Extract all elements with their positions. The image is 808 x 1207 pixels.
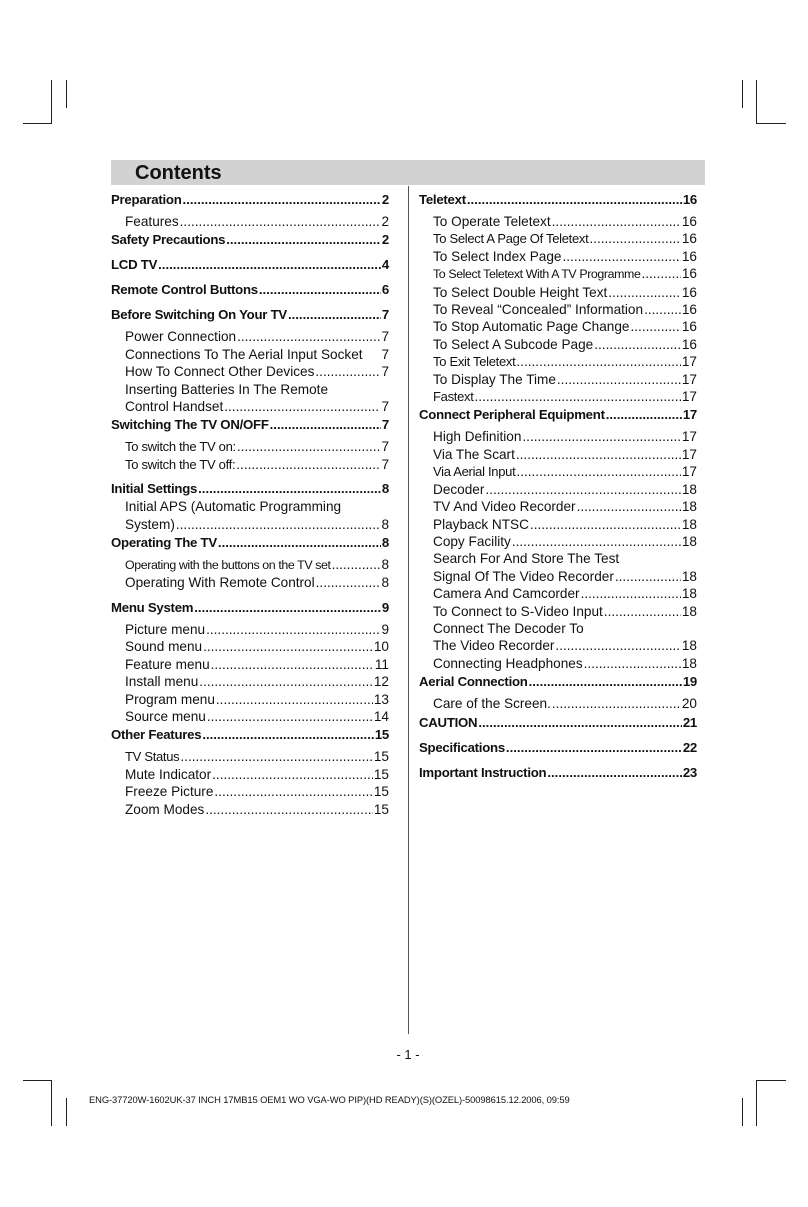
dot-leader bbox=[530, 516, 681, 533]
dot-leader bbox=[205, 801, 373, 818]
dot-leader bbox=[199, 673, 373, 690]
toc-entry-title: Specifications bbox=[419, 739, 505, 755]
toc-entry[interactable] bbox=[419, 603, 697, 620]
toc-entry-title: To switch the TV off: bbox=[125, 456, 236, 472]
dot-leader bbox=[198, 480, 381, 498]
toc-entry-title: Remote Control Buttons bbox=[111, 282, 258, 298]
dot-leader bbox=[226, 231, 381, 249]
dot-leader bbox=[552, 213, 681, 230]
toc-entry-title: Via Aerial Input bbox=[433, 464, 516, 480]
toc-page-number: 15 bbox=[373, 801, 389, 817]
dot-leader bbox=[332, 556, 381, 573]
toc-entry-title: Care of the Screen. bbox=[433, 696, 551, 712]
dot-leader bbox=[631, 318, 681, 335]
dot-leader bbox=[237, 438, 381, 455]
toc-entry-title: Teletext bbox=[419, 192, 466, 207]
toc-entry-title: To Stop Automatic Page Change bbox=[433, 319, 630, 335]
toc-left-column bbox=[111, 191, 389, 818]
toc-entry[interactable] bbox=[111, 213, 389, 230]
toc-entry[interactable] bbox=[111, 783, 389, 800]
toc-page-number: 14 bbox=[373, 708, 389, 724]
toc-entry-title: To Select A Page Of Teletext bbox=[433, 231, 589, 247]
toc-entry[interactable] bbox=[419, 213, 697, 230]
toc-page-number: 16 bbox=[682, 192, 697, 207]
dot-leader bbox=[608, 284, 681, 301]
toc-page-number: 18 bbox=[681, 568, 697, 584]
toc-entry[interactable] bbox=[111, 766, 389, 783]
toc-entry[interactable] bbox=[419, 336, 697, 353]
toc-entry[interactable] bbox=[419, 428, 697, 445]
toc-entry[interactable] bbox=[419, 637, 697, 654]
toc-page-number: 7 bbox=[381, 307, 389, 323]
toc-section[interactable] bbox=[419, 714, 697, 732]
toc-page-number: 15 bbox=[373, 749, 389, 765]
toc-page-number: 16 bbox=[681, 214, 697, 229]
toc-entry-title: Aerial Connection bbox=[419, 674, 528, 690]
dot-leader bbox=[516, 446, 681, 463]
toc-entry-continued: Search For And Store The Test bbox=[433, 551, 620, 567]
toc-page-number: 18 bbox=[681, 481, 697, 497]
toc-entry[interactable] bbox=[419, 248, 697, 265]
toc-entry[interactable] bbox=[111, 801, 389, 818]
crop-mark bbox=[23, 123, 51, 124]
dot-leader bbox=[180, 213, 381, 230]
dot-leader bbox=[581, 585, 681, 602]
toc-entry-title: Decoder bbox=[433, 481, 485, 497]
toc-entry[interactable] bbox=[111, 621, 389, 638]
dot-leader bbox=[478, 714, 682, 732]
toc-entry[interactable] bbox=[419, 284, 697, 301]
dot-leader bbox=[158, 256, 381, 274]
toc-entry-title: System) bbox=[125, 516, 175, 532]
crop-mark bbox=[23, 1080, 51, 1081]
toc-entry[interactable] bbox=[111, 456, 389, 473]
toc-entry-title: Features bbox=[125, 214, 179, 229]
toc-entry-title: To switch the TV on: bbox=[125, 439, 236, 455]
toc-entry-title: To Exit Teletext bbox=[433, 354, 516, 370]
toc-entry-title: To Select Double Height Text bbox=[433, 284, 608, 300]
toc-entry-title: Picture menu bbox=[125, 621, 206, 637]
page-title: Contents bbox=[135, 162, 222, 184]
dot-leader bbox=[207, 708, 373, 725]
toc-entry-title: To Operate Teletext bbox=[433, 214, 551, 229]
dot-leader bbox=[218, 534, 381, 552]
crop-mark bbox=[756, 80, 757, 124]
toc-entry-title: Operating The TV bbox=[111, 535, 217, 551]
toc-entry-title: Power Connection bbox=[125, 329, 237, 345]
toc-section[interactable] bbox=[419, 764, 697, 782]
dot-leader bbox=[522, 428, 680, 445]
toc-entry[interactable] bbox=[111, 574, 389, 591]
toc-entry-title: Source menu bbox=[125, 708, 206, 724]
toc-page-number: 19 bbox=[682, 674, 697, 690]
dot-leader bbox=[512, 533, 681, 550]
toc-section[interactable] bbox=[111, 256, 389, 274]
toc-entry-title: Install menu bbox=[125, 674, 199, 690]
dot-leader bbox=[516, 463, 680, 480]
toc-section[interactable] bbox=[111, 726, 389, 744]
toc-page-number: 8 bbox=[381, 481, 389, 497]
toc-entry[interactable] bbox=[111, 708, 389, 725]
toc-entry[interactable] bbox=[111, 438, 389, 455]
dot-leader bbox=[203, 638, 373, 655]
toc-entry-title: Mute Indicator bbox=[125, 766, 212, 782]
toc-entry-title: The Video Recorder bbox=[433, 638, 555, 654]
toc-page-number: 8 bbox=[381, 535, 389, 551]
toc-page-number: 18 bbox=[681, 603, 697, 619]
column-divider bbox=[408, 186, 409, 1034]
crop-mark bbox=[66, 1098, 67, 1126]
toc-page-number: 16 bbox=[681, 302, 697, 318]
toc-entry-title: Preparation bbox=[111, 192, 182, 207]
toc-page-number: 15 bbox=[373, 784, 389, 800]
crop-mark bbox=[756, 1080, 786, 1081]
toc-page-number: 7 bbox=[381, 364, 389, 380]
toc-entry[interactable] bbox=[419, 301, 697, 318]
toc-entry[interactable] bbox=[419, 568, 697, 585]
toc-page-number: 17 bbox=[681, 464, 697, 480]
dot-leader bbox=[211, 656, 374, 673]
toc-page-number: 18 bbox=[681, 516, 697, 532]
toc-entry-title: Operating with the buttons on the TV set bbox=[125, 558, 331, 573]
toc-entry[interactable] bbox=[419, 585, 697, 602]
toc-entry[interactable] bbox=[419, 230, 697, 247]
dot-leader bbox=[589, 230, 680, 247]
dot-leader bbox=[180, 748, 372, 765]
dot-leader bbox=[594, 336, 681, 353]
dot-leader bbox=[641, 265, 680, 282]
toc-page-number: 7 bbox=[381, 439, 389, 455]
dot-leader bbox=[316, 574, 381, 591]
toc-entry-continued: Inserting Batteries In The Remote bbox=[125, 381, 329, 397]
toc-section[interactable] bbox=[111, 281, 389, 299]
toc-entry[interactable] bbox=[419, 498, 697, 515]
toc-page-number: 16 bbox=[681, 266, 697, 282]
toc-entry[interactable] bbox=[419, 388, 697, 405]
toc-page-number: 10 bbox=[373, 639, 389, 655]
toc-page-number: 2 bbox=[381, 192, 389, 207]
dot-leader bbox=[485, 481, 680, 498]
toc-section[interactable] bbox=[111, 306, 389, 324]
toc-page-number: 17 bbox=[681, 429, 697, 445]
toc-page-number: 23 bbox=[682, 764, 697, 780]
dot-leader bbox=[475, 388, 681, 405]
toc-entry-title: Copy Facility bbox=[433, 533, 511, 549]
toc-page-number: 17 bbox=[682, 407, 697, 423]
toc-page-number: 9 bbox=[381, 599, 389, 615]
toc-section[interactable] bbox=[111, 231, 389, 249]
toc-page-number: 16 bbox=[681, 336, 697, 352]
toc-entry[interactable] bbox=[111, 363, 389, 380]
contents-title-bar bbox=[111, 160, 705, 185]
crop-mark bbox=[756, 1080, 757, 1126]
toc-entry-title: High Definition bbox=[433, 429, 522, 445]
toc-page-number: 2 bbox=[381, 214, 389, 229]
toc-entry-continued: Initial APS (Automatic Programming bbox=[125, 499, 342, 515]
toc-page-number: 2 bbox=[381, 232, 389, 248]
toc-entry[interactable] bbox=[111, 691, 389, 708]
toc-page-number: 18 bbox=[681, 638, 697, 654]
toc-section[interactable] bbox=[419, 739, 697, 757]
dot-leader bbox=[555, 637, 680, 654]
dot-leader bbox=[288, 306, 381, 324]
toc-section[interactable] bbox=[111, 534, 389, 552]
toc-entry[interactable] bbox=[419, 446, 697, 463]
dot-leader bbox=[259, 281, 381, 299]
toc-page-number: 17 bbox=[681, 371, 697, 387]
dot-leader bbox=[604, 603, 681, 620]
toc-page-number: 7 bbox=[381, 346, 389, 362]
toc-page-number: 17 bbox=[681, 389, 697, 405]
dot-leader bbox=[467, 191, 682, 209]
toc-entry[interactable] bbox=[111, 556, 389, 574]
toc-entry-title: Connecting Headphones bbox=[433, 655, 583, 671]
toc-page-number: 6 bbox=[381, 282, 389, 298]
toc-page-number: 7 bbox=[381, 456, 389, 472]
toc-entry[interactable] bbox=[111, 328, 389, 345]
toc-entry-title: Connections To The Aerial Input Socket bbox=[125, 346, 363, 362]
toc-entry-title: Switching The TV ON/OFF bbox=[111, 417, 269, 433]
toc-entry-title: To Select A Subcode Page bbox=[433, 336, 594, 352]
toc-entry-title: How To Connect Other Devices bbox=[125, 364, 315, 380]
crop-mark bbox=[742, 80, 743, 108]
toc-entry[interactable] bbox=[111, 638, 389, 655]
dot-leader bbox=[644, 301, 681, 318]
toc-entry-title: Before Switching On Your TV bbox=[111, 307, 287, 323]
toc-entry[interactable] bbox=[419, 655, 697, 672]
page-number: - 1 - bbox=[396, 1047, 420, 1062]
crop-mark bbox=[51, 80, 52, 124]
dot-leader bbox=[506, 739, 682, 757]
toc-entry[interactable] bbox=[111, 673, 389, 690]
dot-leader bbox=[206, 621, 380, 638]
toc-entry-continued: Connect The Decoder To bbox=[433, 620, 584, 636]
dot-leader bbox=[584, 655, 681, 672]
dot-leader bbox=[606, 406, 682, 424]
toc-page-number: 18 bbox=[681, 499, 697, 515]
toc-page-number: 8 bbox=[381, 575, 389, 591]
toc-entry[interactable] bbox=[419, 265, 697, 283]
dot-leader bbox=[202, 726, 374, 744]
toc-entry-title: Fastext bbox=[433, 389, 474, 405]
toc-page-number: 16 bbox=[681, 231, 697, 247]
toc-entry-title: To Display The Time bbox=[433, 371, 556, 387]
toc-page-number: 16 bbox=[681, 319, 697, 335]
toc-entry-title: Camera And Camcorder bbox=[433, 586, 580, 602]
toc-section[interactable] bbox=[111, 416, 389, 434]
toc-entry-title: LCD TV bbox=[111, 257, 158, 273]
toc-page-number: 22 bbox=[682, 739, 697, 755]
toc-right-column bbox=[419, 191, 697, 782]
dot-leader bbox=[547, 764, 681, 782]
toc-entry[interactable] bbox=[419, 463, 697, 480]
toc-entry[interactable] bbox=[419, 481, 697, 498]
toc-entry-title: Operating With Remote Control bbox=[125, 575, 315, 591]
toc-entry-title: Via The Scart bbox=[433, 446, 515, 462]
dot-leader bbox=[194, 599, 381, 617]
dot-leader bbox=[315, 363, 380, 380]
toc-entry-title: To Connect to S-Video Input bbox=[433, 603, 603, 619]
dot-leader bbox=[577, 498, 681, 515]
dot-leader bbox=[552, 695, 681, 712]
dot-leader bbox=[557, 371, 681, 388]
toc-entry-title: To Select Index Page bbox=[433, 248, 562, 264]
toc-page-number: 7 bbox=[381, 399, 389, 415]
crop-mark bbox=[742, 1098, 743, 1126]
dot-leader bbox=[183, 191, 381, 209]
toc-entry[interactable] bbox=[111, 656, 389, 673]
toc-page-number: 8 bbox=[381, 516, 389, 532]
toc-entry-title: Connect Peripheral Equipment bbox=[419, 407, 605, 423]
crop-mark bbox=[51, 1080, 52, 1126]
toc-entry-title: To Reveal “Concealed” Information bbox=[433, 302, 644, 318]
toc-page-number: 17 bbox=[681, 354, 697, 370]
toc-entry-title: Sound menu bbox=[125, 639, 203, 655]
toc-section[interactable] bbox=[111, 599, 389, 617]
toc-page-number: 21 bbox=[682, 714, 697, 730]
toc-section[interactable] bbox=[111, 480, 389, 498]
toc-entry-title: Program menu bbox=[125, 691, 215, 707]
toc-page-number: 9 bbox=[381, 621, 389, 637]
toc-entry-title: Signal Of The Video Recorder bbox=[433, 568, 614, 584]
dot-leader bbox=[516, 353, 680, 370]
toc-entry-title: Feature menu bbox=[125, 656, 210, 672]
toc-page-number: 16 bbox=[681, 248, 697, 264]
dot-leader bbox=[224, 398, 380, 415]
toc-entry-title: Zoom Modes bbox=[125, 801, 205, 817]
toc-page-number: 18 bbox=[681, 655, 697, 671]
toc-section[interactable] bbox=[419, 673, 697, 691]
toc-entry[interactable] bbox=[419, 353, 697, 370]
toc-page-number: 18 bbox=[681, 586, 697, 602]
dot-leader bbox=[562, 248, 680, 265]
toc-page-number: 15 bbox=[374, 727, 389, 743]
toc-page-number: 7 bbox=[381, 329, 389, 345]
dot-leader bbox=[216, 691, 373, 708]
dot-leader bbox=[270, 416, 381, 434]
toc-entry[interactable] bbox=[111, 748, 389, 765]
toc-entry[interactable] bbox=[111, 346, 389, 363]
dot-leader bbox=[176, 516, 381, 533]
toc-entry[interactable] bbox=[419, 695, 697, 712]
toc-entry[interactable] bbox=[419, 533, 697, 550]
dot-leader bbox=[212, 766, 373, 783]
toc-entry-title: TV And Video Recorder bbox=[433, 499, 576, 515]
toc-entry-title: Other Features bbox=[111, 727, 202, 743]
toc-entry[interactable] bbox=[419, 318, 697, 335]
toc-page-number: 4 bbox=[381, 257, 389, 273]
toc-page-number: 12 bbox=[373, 674, 389, 690]
toc-page-number: 16 bbox=[681, 284, 697, 300]
toc-entry[interactable] bbox=[111, 516, 389, 533]
dot-leader bbox=[237, 328, 380, 345]
crop-mark bbox=[756, 123, 786, 124]
toc-page-number: 18 bbox=[681, 533, 697, 549]
toc-entry-title: TV Status bbox=[125, 749, 180, 765]
toc-entry-title: Control Handset bbox=[125, 399, 224, 415]
toc-entry-title: Freeze Picture bbox=[125, 784, 214, 800]
toc-entry[interactable] bbox=[419, 516, 697, 533]
print-footer: ENG-37720W-1602UK-37 INCH 17MB15 OEM1 WO VGA-WO PIP)(HD READY)(S)(OZEL)-50098615.12.2006, 09:59 bbox=[89, 1094, 570, 1105]
toc-page-number: 15 bbox=[373, 766, 389, 782]
toc-entry-title: Safety Precautions bbox=[111, 232, 226, 248]
toc-page-number: 13 bbox=[373, 691, 389, 707]
toc-entry-title: Menu System bbox=[111, 599, 194, 615]
toc-entry-title: Important Instruction bbox=[419, 764, 547, 780]
toc-entry[interactable] bbox=[419, 371, 697, 388]
toc-section[interactable] bbox=[419, 406, 697, 424]
toc-entry-title: Playback NTSC bbox=[433, 516, 529, 532]
crop-mark bbox=[66, 80, 67, 108]
toc-page-number: 8 bbox=[381, 557, 389, 573]
toc-page-number: 17 bbox=[681, 446, 697, 462]
toc-entry-title: To Select Teletext With A TV Programme bbox=[433, 267, 641, 282]
toc-section[interactable] bbox=[419, 191, 697, 209]
toc-entry[interactable] bbox=[111, 398, 389, 415]
toc-entry-title: CAUTION bbox=[419, 714, 478, 730]
toc-page-number: 11 bbox=[374, 656, 389, 672]
dot-leader bbox=[529, 673, 682, 691]
dot-leader bbox=[615, 568, 681, 585]
toc-page-number: 7 bbox=[381, 417, 389, 433]
dot-leader bbox=[236, 456, 380, 473]
dot-leader bbox=[214, 783, 372, 800]
toc-entry-title: Initial Settings bbox=[111, 481, 198, 497]
toc-section[interactable] bbox=[111, 191, 389, 209]
toc-page-number: 20 bbox=[681, 696, 697, 712]
